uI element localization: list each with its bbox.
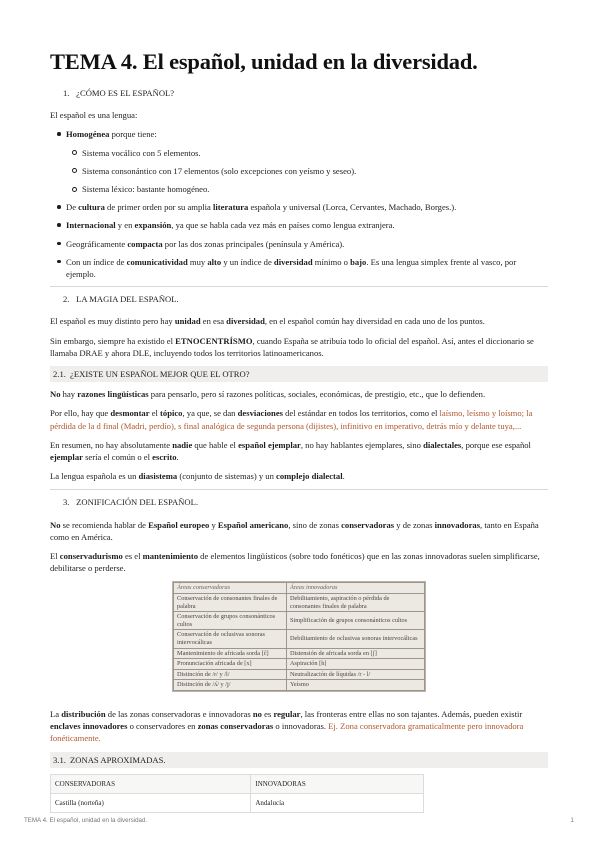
table-row: Mantenimiento de africada sorda [ĉ] Distensión de africada sorda en [ʃ]: [174, 648, 425, 659]
sub-list-item: Sistema consonántico con 17 elementos (solo excepciones con yeísmo y seseo).: [82, 165, 548, 177]
section-title: ¿CÓMO ES EL ESPAÑOL?: [76, 88, 175, 98]
subsection-3-1-heading: [50, 752, 548, 768]
table-row: Conservación de consonantes finales de palabra Debilitamiento, aspiración o pérdida de consonantes finales de palabra: [174, 594, 425, 612]
section-title: LA MAGIA DEL ESPAÑOL.: [76, 294, 179, 305]
sub-list-item: Sistema vocálico con 5 elementos.: [82, 147, 548, 159]
section-title: ¿EXISTE UN ESPAÑOL MEJOR QUE EL OTRO?: [70, 369, 250, 380]
paragraph: El español es muy distinto pero hay unidad en esa diversidad, en el español común hay diversidad en cada uno de los puntos.: [50, 316, 485, 327]
section-number: 2.1.: [53, 369, 66, 380]
paragraph: El conservadurismo es el mantenimiento de elementos lingüísticos (sobre todo fonéticos) que en las zonas innovadoras suelen simplificarse, debilitarse o perderse.: [50, 551, 540, 574]
paragraph: No hay razones lingüísticas para pensarlo, pero sí razones políticas, sociales, económicas, de prestigio, etc., que lo defienden.: [50, 389, 486, 400]
section-number: 3.: [63, 497, 70, 508]
paragraph: No se recomienda hablar de Español europeo y Español americano, sino de zonas conservadoras y de zonas innovadoras, tanto en España como en América.: [50, 519, 539, 542]
document-title: TEMA 4. El español, unidad en la diversidad.: [50, 49, 478, 74]
footer-title: TEMA 4. El español, unidad en la diversidad.: [24, 817, 148, 824]
scanned-table-figure: [50, 581, 548, 692]
section-number: 1.: [63, 88, 70, 98]
list-item: Internacional y en expansión, ya que se habla cada vez más en países como lengua extranjera.: [66, 219, 548, 231]
list-item: Homogénea porque tiene: Sistema vocálico con 5 elementos. Sistema consonántico con 17 elementos (solo excepciones con yeísmo y seseo). Sistema léxico: bastante homogéneo.: [66, 128, 548, 195]
paragraph: En resumen, no hay absolutamente nadie que hable el español ejemplar, no hay hablantes ejemplares, sino dialectales, porque ese español ejemplar sería el común o el escrito.: [50, 439, 531, 463]
paragraph: El español es una lengua:: [50, 110, 138, 121]
subsection-2-1-heading: [50, 366, 548, 382]
table-row: Distinción de /r/ y /l/ Neutralización de líquidas /r - l/: [174, 669, 425, 680]
page-footer: [24, 817, 574, 824]
section-number: 2.: [63, 294, 70, 305]
paragraph: La distribución de las zonas conservadoras e innovadoras no es regular, las fronteras entre ellas no son tajantes. Además, pueden existir enclaves innovadores o conservadores en zonas conservadoras o innovadoras. Ej. Zona conservadora gramaticalmente pero innovadora fonéticamente.: [50, 709, 524, 744]
section-1-heading: [50, 87, 548, 99]
divider: [50, 286, 548, 287]
section-title: ZONAS APROXIMADAS.: [70, 754, 166, 765]
paragraph: Por ello, hay que desmontar el tópico, ya que, se dan desviaciones del estándar en todos los territorios, como el laísmo, leísmo y loísmo; la pérdida de la d final (Madri, perdío), s final analógica de segunda persona (dijistes), infinitivo en imperativo, detrás mío y delante tuya,...: [50, 408, 533, 431]
table-header-row: CONSERVADORAS INNOVADORAS: [51, 774, 424, 793]
document-content: [50, 48, 548, 813]
table-row: Pronunciación africada de [x] Aspiración [h]: [174, 659, 425, 670]
scan-table-header: Áreas conservadoras Áreas innovadoras: [174, 583, 425, 594]
paragraph: La lengua española es un diasistema (conjunto de sistemas) y un complejo dialectal.: [50, 471, 345, 482]
table-row: Castilla (norteña) Andalucía: [51, 794, 424, 813]
list-item: Con un índice de comunicatividad muy alto y un índice de diversidad mínimo o bajo. Es una lengua simplex frente al vasco, por ejemplo.: [66, 256, 548, 280]
page-number: 1: [570, 817, 574, 824]
section-3-heading: [50, 496, 548, 508]
divider: [50, 489, 548, 490]
bullet-list: [50, 128, 548, 280]
zones-table: [50, 774, 424, 813]
table-row: Conservación de oclusivas sonoras intervocálicas Debilitamiento de oclusivas sonoras intervocálicas: [174, 630, 425, 648]
example-highlight: laísmo, leísmo y loísmo; la pérdida de la d final (Madri, perdío), s final analógica de segunda persona (dijistes), infinitivo en imperativo, detrás mío y delante tuya,...: [50, 408, 533, 431]
paragraph: Sin embargo, siempre ha existido el ETNOCENTRÍSMO, cuando España se atribuía todo lo oficial del español. Así, antes el diccionario se llamaba DRAE y ahora DLE, incluyendo todos los territorios latinoamericanos.: [50, 335, 534, 358]
sub-list: [66, 147, 548, 196]
section-number: 3.1.: [53, 754, 66, 765]
scanned-table: [172, 581, 426, 692]
sub-list-item: Sistema léxico: bastante homogéneo.: [82, 183, 548, 195]
table-row: Distinción de /ʎ/ y /ʝ/ Yeísmo: [174, 680, 425, 691]
list-item: Geográficamente compacta por las dos zonas principales (península y América).: [66, 238, 548, 250]
example-highlight: Ej. Zona conservadora gramaticalmente pero innovadora fonéticamente.: [50, 721, 524, 744]
table-row: Conservación de grupos consonánticos cultos Simplificación de grupos consonánticos cultos: [174, 612, 425, 630]
list-item: De cultura de primer orden por su amplia literatura española y universal (Lorca, Cervantes, Machado, Borges.).: [66, 201, 548, 213]
section-title: ZONIFICACIÓN DEL ESPAÑOL.: [76, 497, 198, 508]
section-2-heading: [50, 293, 548, 305]
